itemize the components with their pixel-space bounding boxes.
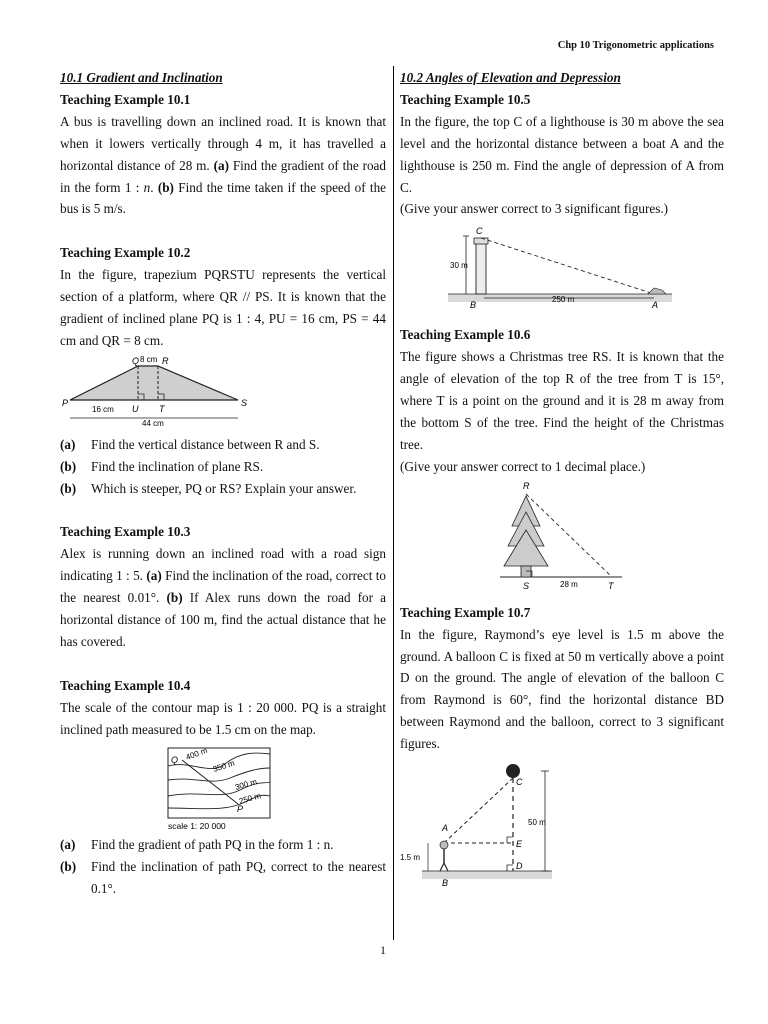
ex3-a-label: (a) bbox=[146, 568, 162, 584]
label-t: T bbox=[159, 403, 165, 414]
label-tree-r: R bbox=[523, 481, 530, 491]
ex1-a-label: (a) bbox=[213, 157, 229, 173]
ex1-b-label: (b) bbox=[157, 179, 174, 195]
label-pu: 16 cm bbox=[92, 404, 114, 414]
ex1-text-a: A bus is travelling down an inclined road. It is known that when it lowers vertically through 4 m, it has travelled a horizontal distance of 28 m. bbox=[60, 113, 386, 173]
example-10-4-title: Teaching Example 10.4 bbox=[60, 677, 191, 693]
example-10-1-text: A bus is travelling down an inclined road. It is known that when it lowers vertically through 4 m, it has travelled a horizontal distance of 28 m. (a) Find the gradient of the road in the form 1 : n. (b) Find the time taken if the speed of the bus is 5 m/s. bbox=[60, 113, 387, 217]
example-10-6-note: (Give your answer correct to 1 decimal place.) bbox=[400, 458, 646, 474]
trapezium-figure bbox=[60, 356, 260, 432]
lighthouse-figure bbox=[400, 224, 724, 312]
ex2-item-b: (b) Find the inclination of plane RS. bbox=[60, 458, 264, 474]
example-10-2-items bbox=[60, 434, 386, 500]
example-10-7-text: In the figure, Raymond’s eye level is 1.5 m above the ground. A balloon C is fixed at 50 m vertically above a point D on the ground. The angle of elevation of the balloon C from Raymond is 60°, find the horizontal distance BD between Raymond and the balloon, correct to 3 significant figures. bbox=[400, 626, 724, 752]
label-400: 400 m bbox=[184, 746, 209, 763]
ex3-text-b: Find the inclination of the road, correct to the nearest 0.01°. bbox=[60, 568, 387, 606]
section-title-10-1: 10.1 Gradient and Inclination bbox=[60, 70, 223, 85]
example-10-5-text: In the figure, the top C of a lighthouse is 30 m above the sea level and the horizontal distance between a boat A and the lighthouse is 250 m. Find the angle of depression of A from C. bbox=[400, 113, 724, 195]
label-tree-d: 28 m bbox=[560, 579, 578, 589]
christmas-tree-figure bbox=[400, 482, 724, 600]
label-lh-c: C bbox=[476, 226, 483, 237]
label-map-q: Q bbox=[171, 755, 179, 766]
label-lh-b: B bbox=[470, 300, 477, 311]
label-bal-e: E bbox=[516, 839, 523, 850]
example-10-7-title: Teaching Example 10.7 bbox=[400, 604, 531, 620]
label-r: R bbox=[162, 355, 169, 366]
label-ps: 44 cm bbox=[142, 418, 164, 428]
label-tree-s: S bbox=[523, 580, 530, 591]
label-p: P bbox=[62, 397, 69, 408]
column-divider bbox=[393, 66, 394, 940]
label-tree-t: T bbox=[608, 580, 614, 591]
example-10-4-items bbox=[60, 834, 386, 900]
label-s: S bbox=[241, 397, 248, 408]
label-300: 300 m bbox=[234, 777, 258, 793]
ex2-item-c: (b) Which is steeper, PQ or RS? Explain your answer. bbox=[60, 480, 357, 496]
ex3-text-c: If Alex runs down the road for a horizontal distance of 100 m, find the actual distance that he has covered. bbox=[60, 590, 387, 649]
label-lh-d: 250 m bbox=[552, 295, 575, 305]
contour-map-figure bbox=[60, 746, 386, 832]
example-10-2-title: Teaching Example 10.2 bbox=[60, 245, 191, 261]
section-title-10-2: 10.2 Angles of Elevation and Depression bbox=[400, 70, 621, 85]
label-350: 350 m bbox=[211, 758, 236, 775]
label-q: Q bbox=[132, 355, 140, 366]
example-10-6-text: The figure shows a Christmas tree RS. It is known that the angle of elevation of the top R of the tree from T is 15°, where T is a point on the ground and it is 28 m away from the bottom S of the tree. Find the height of the Christmas tree. bbox=[400, 349, 724, 452]
label-lh-h: 30 m bbox=[450, 261, 468, 271]
label-u: U bbox=[132, 403, 139, 414]
example-10-5-title: Teaching Example 10.5 bbox=[400, 91, 531, 107]
label-bal-b: B bbox=[442, 878, 449, 889]
label-lh-a: A bbox=[652, 300, 659, 311]
ex4-item-b: (b) Find the inclination of path PQ, correct to the nearest 0.1°. bbox=[60, 859, 386, 897]
label-qr: 8 cm bbox=[140, 355, 158, 364]
label-bal-h: 50 m bbox=[528, 818, 546, 828]
label-scale: scale 1: 20 000 bbox=[168, 821, 226, 832]
ex1-text-b: Find the gradient of the road in the form 1 : bbox=[60, 157, 387, 195]
example-10-1-title: Teaching Example 10.1 bbox=[60, 91, 191, 107]
example-10-6-title: Teaching Example 10.6 bbox=[400, 327, 531, 343]
example-10-4-text: The scale of the contour map is 1 : 20 000. PQ is a straight inclined path measured to be 1.5 cm on the map. bbox=[60, 699, 386, 737]
example-10-2-text: In the figure, trapezium PQRSTU represents the vertical section of a platform, where QR // PS. It is known that the gradient of inclined plane PQ is 1 : 4, PU = 16 cm, PS = 44 cm and QR = 8 cm. bbox=[60, 267, 386, 348]
label-250: 250 m bbox=[238, 791, 262, 807]
ex2-item-a: (a) Find the vertical distance between R and S. bbox=[60, 436, 320, 452]
ex3-text-a: Alex is running down an inclined road with a road sign indicating 1 : 5. bbox=[60, 546, 386, 584]
label-bal-c: C bbox=[516, 777, 523, 788]
page-header: Chp 10 Trigonometric applications bbox=[557, 40, 714, 51]
right-column bbox=[400, 67, 724, 891]
ex1-n-var: n bbox=[143, 179, 151, 195]
ex3-b-label: (b) bbox=[166, 590, 183, 606]
example-10-3-title: Teaching Example 10.3 bbox=[60, 524, 191, 540]
left-column bbox=[60, 67, 386, 900]
label-bal-a: A bbox=[442, 823, 449, 834]
ex1-text-c: Find the time taken if the speed of the bus is 5 m/s. bbox=[60, 179, 387, 217]
balloon-figure bbox=[400, 759, 724, 889]
label-bal-eye: 1.5 m bbox=[400, 853, 421, 863]
example-10-5-note: (Give your answer correct to 3 significant figures.) bbox=[400, 201, 669, 217]
page-number: 1 bbox=[380, 943, 386, 957]
label-bal-d: D bbox=[516, 861, 523, 872]
label-map-p: P bbox=[237, 804, 244, 815]
example-10-3-text bbox=[60, 543, 386, 653]
ex4-item-a: (a) Find the gradient of path PQ in the form 1 : n. bbox=[60, 837, 334, 853]
